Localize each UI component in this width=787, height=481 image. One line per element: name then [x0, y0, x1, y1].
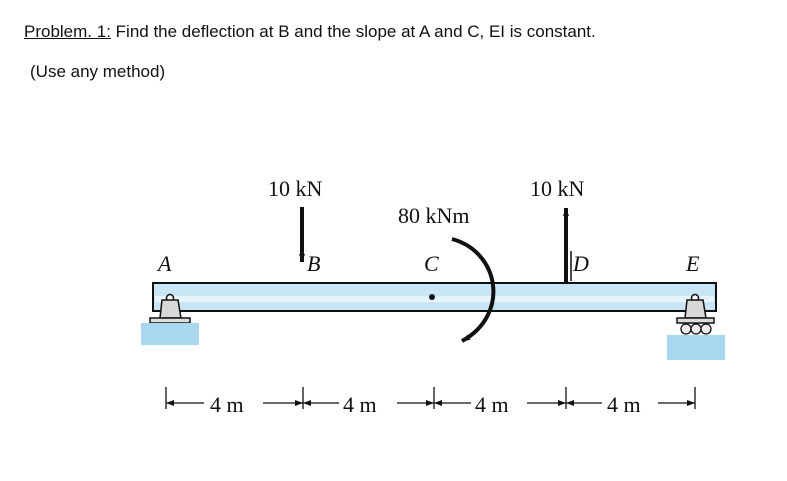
load-d-value: 10 kN	[530, 176, 585, 201]
problem-label: Problem. 1:	[24, 22, 111, 41]
moment-c-value: 80 kNm	[398, 203, 470, 228]
label-c: C	[424, 251, 439, 276]
load-b-value: 10 kN	[268, 176, 323, 201]
label-e: E	[686, 251, 700, 276]
label-a: A	[158, 251, 172, 276]
ground-a	[141, 323, 199, 345]
span-cd: 4 m	[475, 392, 509, 417]
ground-e	[667, 335, 725, 360]
span-ab: 4 m	[210, 392, 244, 417]
problem-text: Find the deflection at B and the slope at A and C, EI is constant.	[110, 22, 596, 41]
method-note: (Use any method)	[30, 62, 166, 81]
label-d: D	[573, 251, 589, 276]
span-bc: 4 m	[343, 392, 377, 417]
point-c-marker	[429, 294, 435, 300]
label-b: B	[307, 251, 321, 276]
span-de: 4 m	[607, 392, 641, 417]
